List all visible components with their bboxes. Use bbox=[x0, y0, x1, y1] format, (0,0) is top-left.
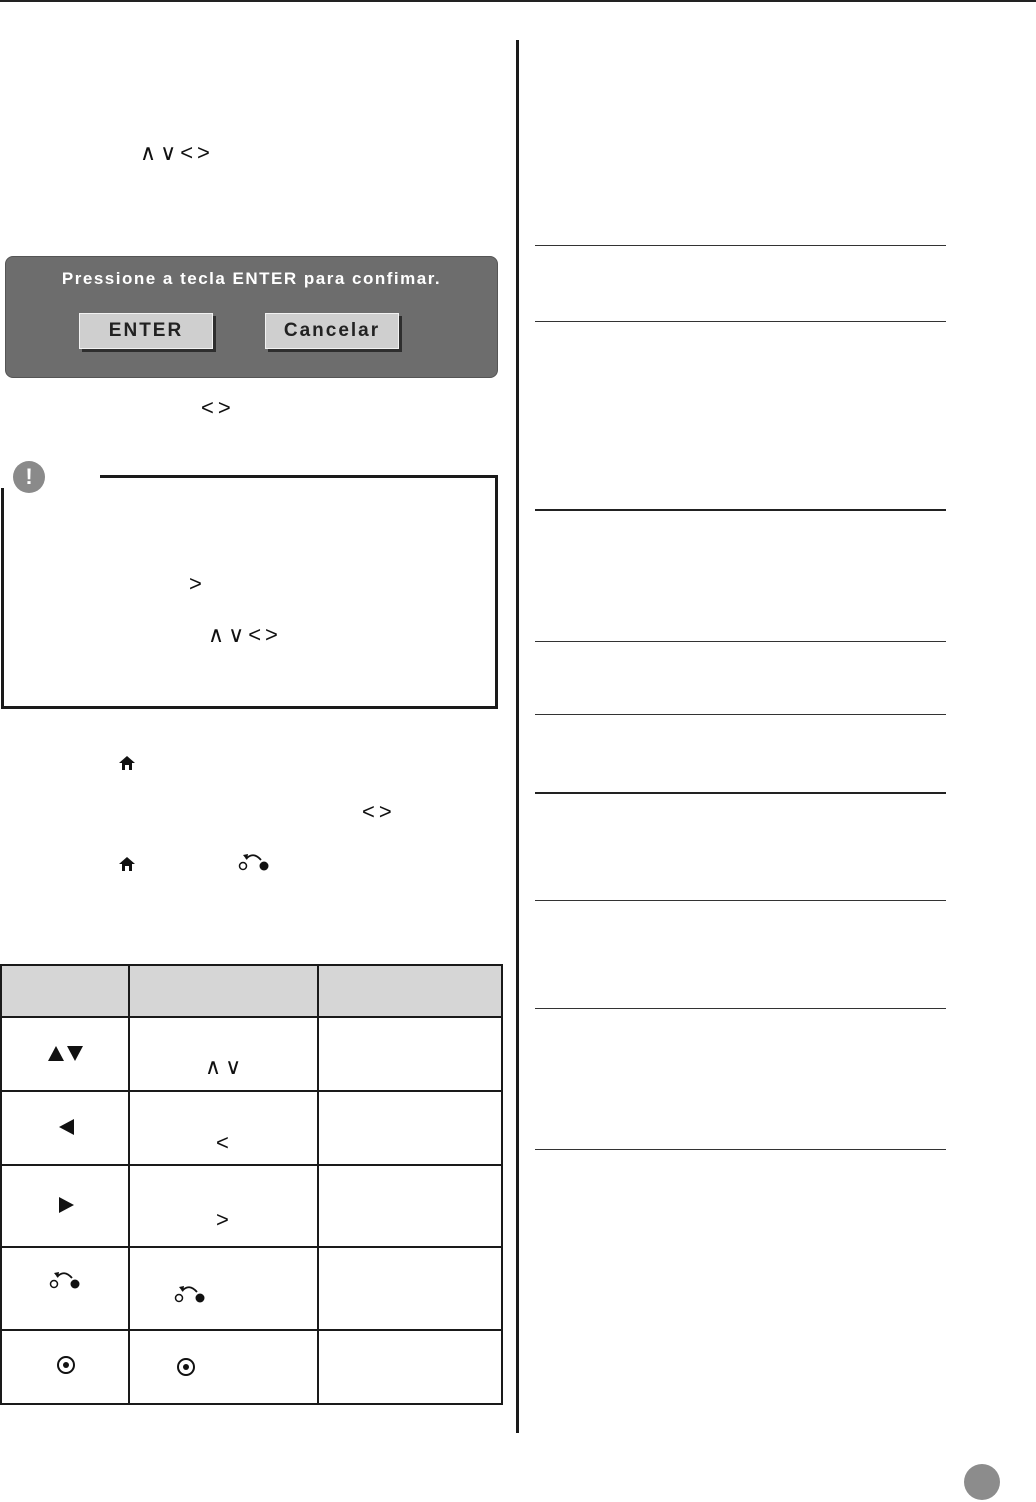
left-right-glyph: <> bbox=[201, 395, 235, 420]
table-cell-key bbox=[1, 1330, 129, 1404]
table-row bbox=[1, 1091, 502, 1165]
right-triangle-icon bbox=[58, 1196, 76, 1214]
table-header-cell bbox=[129, 965, 318, 1017]
table-cell-remote bbox=[129, 1017, 318, 1091]
section-rule bbox=[535, 1008, 946, 1009]
cancel-button[interactable]: Cancelar bbox=[265, 313, 399, 349]
back-icon bbox=[238, 850, 270, 872]
table-header-row bbox=[1, 965, 502, 1017]
table-cell-desc bbox=[318, 1165, 502, 1247]
up-down-glyph: ∧∨ bbox=[205, 1054, 246, 1079]
top-rule bbox=[0, 0, 1036, 2]
left-glyph: < bbox=[216, 1130, 229, 1155]
dialog-message: Pressione a tecla ENTER para confimar. bbox=[61, 269, 442, 288]
table-header-cell bbox=[318, 965, 502, 1017]
table-cell-remote bbox=[129, 1165, 318, 1247]
section-rule bbox=[535, 509, 946, 511]
table-row bbox=[1, 1017, 502, 1091]
left-right-glyph-2: <> bbox=[362, 799, 396, 824]
table-cell-remote bbox=[129, 1330, 318, 1404]
section-rule bbox=[535, 641, 946, 642]
ok-icon-remote bbox=[176, 1357, 196, 1377]
table-cell-remote bbox=[129, 1091, 318, 1165]
table-cell-remote bbox=[129, 1247, 318, 1330]
section-rule bbox=[535, 900, 946, 901]
table-row bbox=[1, 1330, 502, 1404]
section-rule bbox=[535, 714, 946, 715]
page-number-badge bbox=[964, 1464, 1000, 1500]
note-nav-arrows-glyph: ∧∨<> bbox=[208, 622, 282, 647]
section-rule bbox=[535, 245, 946, 246]
table-header-cell bbox=[1, 965, 129, 1017]
section-rule bbox=[535, 321, 946, 322]
confirm-dialog bbox=[5, 256, 498, 378]
table-cell-desc bbox=[318, 1330, 502, 1404]
right-glyph-table: > bbox=[216, 1207, 229, 1232]
note-exclamation-icon: ! bbox=[13, 461, 45, 493]
column-divider bbox=[516, 40, 519, 1433]
key-table bbox=[0, 964, 503, 1405]
table-row bbox=[1, 1247, 502, 1330]
ok-icon bbox=[56, 1355, 76, 1375]
home-icon bbox=[118, 755, 136, 771]
table-cell-desc bbox=[318, 1247, 502, 1330]
right-glyph: > bbox=[189, 571, 202, 596]
left-triangle-icon bbox=[57, 1118, 75, 1136]
back-icon bbox=[49, 1268, 81, 1290]
table-cell-desc bbox=[318, 1017, 502, 1091]
table-row bbox=[1, 1165, 502, 1247]
section-rule bbox=[535, 1149, 946, 1150]
section-rule bbox=[535, 792, 946, 794]
table-cell-key bbox=[1, 1017, 129, 1091]
enter-button[interactable]: ENTER bbox=[79, 313, 213, 349]
nav-arrows-glyph: ∧∨<> bbox=[140, 140, 214, 165]
up-down-triangles-icon bbox=[48, 1044, 84, 1062]
table-cell-desc bbox=[318, 1091, 502, 1165]
table-cell-key bbox=[1, 1091, 129, 1165]
table-cell-key bbox=[1, 1247, 129, 1330]
home-icon-2 bbox=[118, 856, 136, 872]
table-cell-key bbox=[1, 1165, 129, 1247]
back-icon-remote bbox=[174, 1282, 206, 1304]
note-box bbox=[1, 475, 498, 709]
